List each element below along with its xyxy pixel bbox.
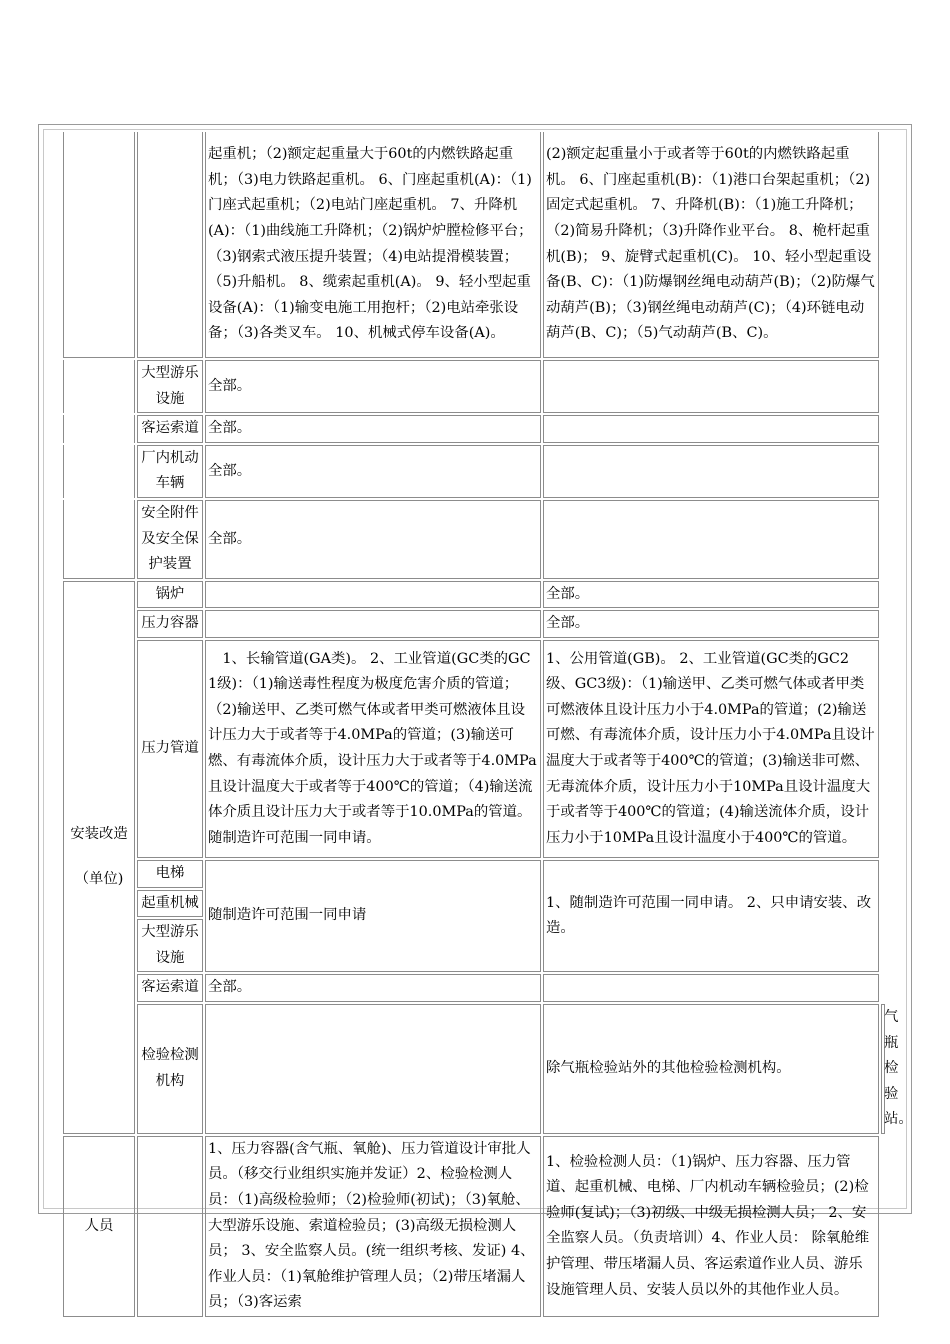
equipment-type-cell: 起重机械 bbox=[137, 890, 203, 918]
category-cell bbox=[63, 500, 135, 579]
equipment-type-cell: 客运索道 bbox=[137, 415, 203, 443]
scope-left-cell: 全部。 bbox=[205, 974, 541, 1002]
scope-right-cell: 气瓶检验站。 bbox=[881, 1004, 885, 1134]
scope-left-cell bbox=[205, 610, 541, 638]
equipment-type-cell: 电梯 bbox=[137, 860, 203, 888]
equipment-type-cell bbox=[137, 1136, 203, 1317]
scope-left-cell: 全部。 bbox=[205, 445, 541, 498]
install-group-right-cell: 1、随制造许可范围一同申请。 2、只申请安装、改造。 bbox=[543, 860, 879, 972]
table-row bbox=[63, 132, 885, 358]
crane-left-text: 起重机；（2)额定起重量大于60t的内燃铁路起重机；（3)电力铁路起重机。 6、门座起重机(A)：（1)门座式起重机；（2)电站门座起重机。 7、升降机(A)：（1)曲线施工升降机；（2)锅炉炉膛检修平台；（3)钢索式液压提升装置；（4)电站提滑模装置；（5)升船机。 8、缆索起重机(A)。 9、轻小型起重设备(A)：（1)输变电施工用抱杆；（2)电站牵张设备；（3)各类叉车。 10、机械式停车设备(A)。 bbox=[205, 132, 541, 358]
install-group-left-cell: 随制造许可范围一同申请 bbox=[205, 860, 541, 972]
equipment-type-cell: 安全附件及安全保护装置 bbox=[137, 500, 203, 579]
licensing-table bbox=[61, 130, 913, 1319]
table-row bbox=[63, 974, 885, 1002]
scope-left-cell: 除气瓶检验站外的其他检验检测机构。 bbox=[543, 1004, 879, 1134]
equipment-type-cell: 厂内机动车辆 bbox=[137, 445, 203, 498]
personnel-right-text: 1、检验检测人员：（1)锅炉、压力容器、压力管道、起重机械、电梯、厂内机动车辆检验员；(2)检验师(复试)；（3)初级、中级无损检测人员； 2、安全监察人员。（负责培训）4、作业人员： 除氧舱维护管理、带压堵漏人员、客运索道作业人员、游乐设施管理人员、安装人员以外的其他作业人员。 bbox=[543, 1136, 879, 1317]
personnel-category-cell: 人员 bbox=[63, 1136, 135, 1317]
equipment-type-cell: 压力管道 bbox=[137, 640, 203, 858]
equipment-type-cell bbox=[205, 1004, 541, 1134]
scope-right-cell: 全部。 bbox=[543, 610, 879, 638]
install-category-label: 安装改造 bbox=[70, 825, 128, 842]
table-row bbox=[63, 860, 885, 888]
scope-right-cell bbox=[543, 974, 879, 1002]
equipment-type-cell: 锅炉 bbox=[137, 581, 203, 609]
pipe-right-text: 1、公用管道(GB)。 2、工业管道(GC类的GC2级、GC3级)：（1)输送甲、乙类可燃气体或者甲类可燃液体且设计压力小于4.0MPa的管道；(2)输送可燃、有毒流体介质，设计压力小于4.0MPa且设计温度大于或者等于400℃的管道；(3)输送非可燃、无毒流体介质，设计压力小于10MPa且设计温度大于或者等于400℃的管道；(4)输送流体介质，设计压力小于10MPa且设计温度小于400℃的管道。 bbox=[543, 640, 879, 858]
category-cell bbox=[63, 445, 135, 498]
scope-right-cell bbox=[543, 500, 879, 579]
install-category-unit: （单位) bbox=[74, 871, 124, 888]
scope-right-cell: 全部。 bbox=[543, 581, 879, 609]
table-row bbox=[63, 640, 885, 858]
table-row bbox=[63, 581, 885, 609]
scope-right-cell bbox=[543, 445, 879, 498]
category-cell bbox=[63, 415, 135, 443]
category-cell bbox=[63, 360, 135, 413]
scope-left-cell: 全部。 bbox=[205, 360, 541, 413]
pipe-left-text: 1、长输管道(GA类)。 2、工业管道(GC类的GC1级)：（1)输送毒性程度为极度危害介质的管道；（2)输送甲、乙类可燃气体或者甲类可燃液体且设计压力大于或者等于4.0MPa的管道；(3)输送可燃、有毒流体介质，设计压力大于或者等于4.0MPa且设计温度大于或者等于400℃的管道；（4)输送流体介质且设计压力大于或者等于10.0MPa的管道。 随制造许可范围一同申请。 bbox=[205, 640, 541, 858]
table-row bbox=[63, 500, 885, 579]
personnel-left-text: 1、压力容器(含气瓶、氧舱)、压力管道设计审批人员。（移交行业组织实施并发证）2、检验检测人员：（1)高级检验师；（2)检验师(初试)；（3)氧舱、大型游乐设施、索道检验员；(3)高级无损检测人员； 3、安全监察人员。(统一组织考核、发证) 4、作业人员：（1)氧舱维护管理人员；（2)带压堵漏人员；（3)客运索 bbox=[205, 1136, 541, 1317]
table-row bbox=[63, 360, 885, 413]
table-row bbox=[63, 610, 885, 638]
scope-left-cell bbox=[205, 581, 541, 609]
table-row bbox=[63, 1136, 885, 1317]
scope-left-cell: 全部。 bbox=[205, 500, 541, 579]
equipment-type-cell: 大型游乐设施 bbox=[137, 360, 203, 413]
table-row bbox=[63, 1004, 885, 1134]
install-category-cell bbox=[63, 581, 135, 1134]
inspection-category-cell: 检验检测机构 bbox=[137, 1004, 203, 1134]
scope-right-cell bbox=[543, 360, 879, 413]
table-row bbox=[63, 415, 885, 443]
equipment-type-cell: 压力容器 bbox=[137, 610, 203, 638]
equipment-type-cell: 大型游乐设施 bbox=[137, 919, 203, 972]
scope-left-cell: 全部。 bbox=[205, 415, 541, 443]
category-cell bbox=[63, 132, 135, 358]
scope-right-cell bbox=[543, 415, 879, 443]
equipment-type-cell bbox=[137, 132, 203, 358]
equipment-type-cell: 客运索道 bbox=[137, 974, 203, 1002]
crane-right-text: (2)额定起重量小于或者等于60t的内燃铁路起重机。 6、门座起重机(B)：（1)港口台架起重机；（2)固定式起重机。 7、升降机(B)：（1)施工升降机；（2)简易升降机；（3)升降作业平台。 8、桅杆起重机(B)； 9、旋臂式起重机(C)。 10、轻小型起重设备(B、C)：（1)防爆钢丝绳电动葫芦(B)；（2)防爆气动葫芦(B)；（3)钢丝绳电动葫芦(C)；（4)环链电动葫芦(B、C)；（5)气动葫芦(B、C)。 bbox=[543, 132, 879, 358]
table-row bbox=[63, 445, 885, 498]
